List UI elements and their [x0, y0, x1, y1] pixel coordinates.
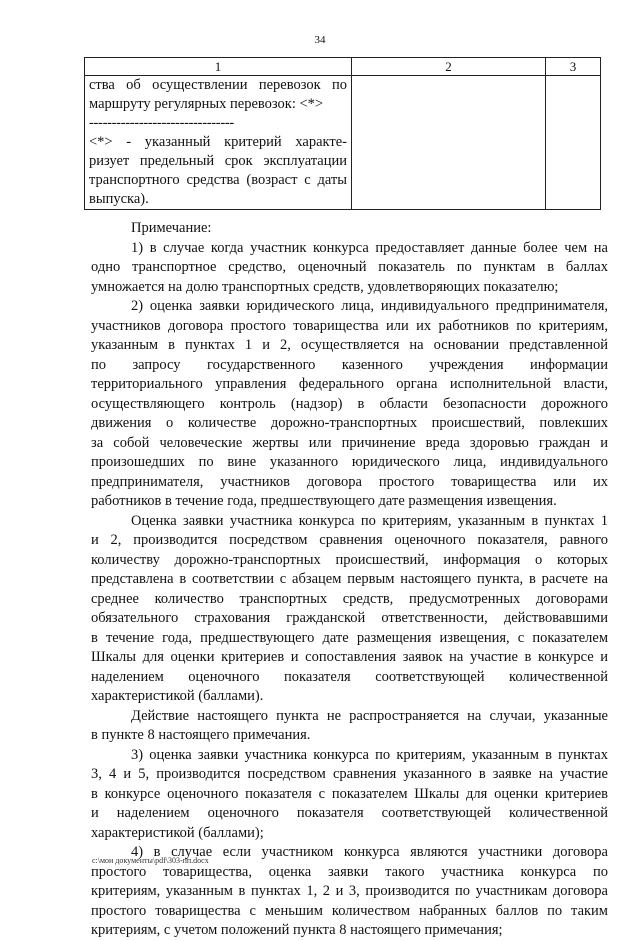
note-text-line: движения о количестве дорожно-транспортных происшествий, повлекших [91, 415, 608, 431]
note-text-line: одно транспортное средство, оценочный показатель по пунктам в баллах [91, 259, 608, 275]
note-text-line: Шкалы для оценки критериев и сопоставления заявок на участие в конкурсе и [91, 649, 608, 665]
footnote-separator: -------------------------------- [89, 115, 234, 131]
note-text-line: 4) в случае если участником конкурса являются участники договора [131, 844, 608, 860]
note-text-line: произошедших по вине указанного юридического лица, индивидуального [91, 454, 608, 470]
note-text-line: Действие настоящего пункта не распространяется на случаи, указанные [131, 707, 608, 724]
note-text-line: критериям, указанным в пунктах 1, 2 и 3, производится по участникам договора [91, 883, 608, 899]
cell-text-line: ризует предельный срок эксплуатации [89, 153, 347, 169]
note-text-line: умножается на долю транспортных средств, удовлетворяющих показателю; [91, 278, 559, 295]
cell-text-line: маршруту регулярных перевозок: <*> [89, 96, 324, 112]
note-text-line: участников договора простого товарищества или их работников по критериям, [91, 317, 608, 334]
table-header-cell: 3 [546, 58, 601, 76]
note-text-line: характеристикой (баллами). [91, 688, 264, 704]
note-text-line: наделением оценочного показателя соответствующей количественной [91, 668, 608, 685]
note-text-line: работников в течение года, предшествующего дате размещения извещения. [91, 493, 557, 509]
note-text-line: количеству дорожно-транспортных происшествий, информация о которых [91, 551, 608, 568]
table-header-cell: 2 [352, 58, 546, 76]
note-text-line: в течение года, предшествующего дате размещения извещения, с показателем [91, 629, 608, 646]
table-row [85, 76, 601, 210]
note-text-line: по запросу государственного казенного учреждения информации [91, 356, 608, 373]
table-cell-criterion [85, 76, 352, 210]
table-header-row [85, 58, 601, 76]
criteria-table [84, 57, 601, 210]
note-text-line: указанным в пунктах 1 и 2, осуществляется на основании представленной [91, 337, 608, 353]
note-text-line: среднее количество транспортных средств, предусмотренных договорами [91, 590, 608, 607]
note-text-line: 3, 4 и 5, производится посредством сравнения указанного в заявке на участие [91, 766, 608, 782]
note-text-line: простого товарищества, оценка заявки такого участника конкурса по [91, 863, 608, 880]
note-text-line: характеристикой (баллами); [91, 824, 264, 841]
file-path-footer: c:\мои документы\pdf\303-пп.docx [92, 856, 209, 865]
table-cell-col3 [546, 76, 601, 210]
cell-text-line: <*> - указанный критерий характе- [89, 134, 347, 150]
note-text-line: и наделением оценочного показателя соответствующей количественной [91, 805, 608, 821]
note-text-line: за собой человеческие жертвы или причинение вреда здоровью граждан и [91, 434, 608, 451]
note-text-line: критериям, с учетом положений пункта 8 настоящего примечания; [91, 922, 503, 938]
table-cell-col2 [352, 76, 546, 210]
note-text-line: 2) оценка заявки юридического лица, индивидуального предпринимателя, [131, 298, 608, 314]
cell-text-line: ства об осуществлении перевозок по [89, 77, 347, 93]
note-text-line: и 2, производится посредством сравнения оценочного показателя, равного [91, 532, 608, 548]
note-text-line: простого товарищества с меньшим количеством набранных баллов по таким [91, 902, 608, 919]
note-text-line: 3) оценка заявки участника конкурса по критериям, указанным в пунктах [131, 746, 608, 763]
notes-heading: Примечание: [131, 220, 212, 236]
note-text-line: осуществляющего контроль (надзор) в области безопасности дорожного [91, 395, 608, 412]
note-text-line: 1) в случае когда участник конкурса предоставляет данные более чем на [131, 239, 608, 256]
note-text-line: представлена в соответствии с абзацем первым настоящего пункта, в расчете на [91, 571, 608, 587]
note-text-line: территориального управления федерального органа исполнительной власти, [91, 376, 608, 392]
cell-text-line: транспортного средства (возраст с даты [89, 172, 347, 188]
table-header-cell: 1 [85, 58, 352, 76]
note-text-line: в конкурсе оценочного показателя с показателем Шкалы для оценки критериев [91, 785, 608, 802]
note-text-line: Оценка заявки участника конкурса по критериям, указанным в пунктах 1 [131, 512, 608, 529]
cell-text-line: выпуска). [89, 191, 149, 207]
notes-section [91, 219, 608, 941]
note-text-line: в пункте 8 настоящего примечания. [91, 727, 311, 743]
note-text-line: предпринимателя, участников договора простого товарищества или их [91, 473, 608, 490]
note-text-line: обязательного страхования гражданской ответственности, действовавшими [91, 610, 608, 626]
page-number: 34 [314, 34, 326, 46]
